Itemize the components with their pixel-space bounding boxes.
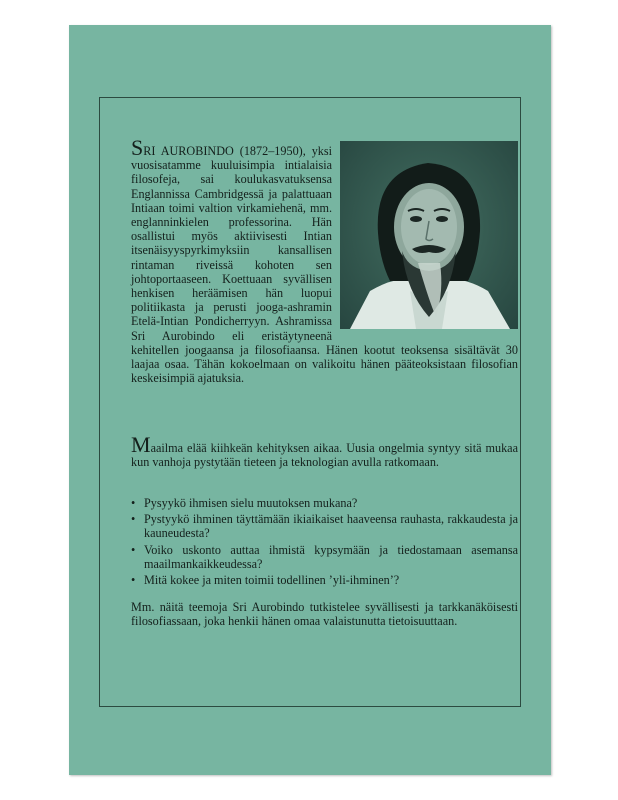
book-back-cover <box>69 25 551 775</box>
portrait-illustration <box>340 141 518 329</box>
author-portrait <box>340 141 518 329</box>
question-item: • Mitä kokee ja miten toimii todellinen ’yli-ihminen’? <box>131 573 518 587</box>
question-item: • Pystyykö ihminen täyttämään ikiaikaiset haaveensa rauhasta, rakkaudesta ja kauneudesta? <box>131 512 518 540</box>
intro-text: aailma elää kiihkeän kehityksen aikaa. Uusia ongelmia syntyy sitä mukaa kun vanhoja pystytään tieteen ja teknologian avulla ratkomaan. <box>131 441 518 470</box>
intro-dropcap: M <box>131 432 151 457</box>
question-item: • Pysyykö ihmisen sielu muutoksen mukana? <box>131 496 518 510</box>
question-list <box>131 496 518 589</box>
question-item: • Voiko uskonto auttaa ihmistä kypsymään ja tiedostamaan asemansa maailmankaikkeudessa? <box>131 543 518 571</box>
bio-dropcap: S <box>131 135 144 160</box>
cover-frame <box>99 97 521 707</box>
intro-paragraph <box>131 432 518 470</box>
bio-text: (1872–1950), yksi vuosisatamme kuuluisimpia intialaisia filosofeja, sai koulukasvatuksensa Englannissa Cambridgessä ja palattuaan Intiaan toimi valtion virkamiehenä, mm. englanninkielen professorina. Hän osallistui myös aktiivisesti Intian itsenäisyyspyrkimyksiin kansallisen rintaman riveissä kohoten sen johtoportaaseen. Koettuaan syvällisen henkisen heräämisen hän luopui politiikasta ja perusti jooga-ashramin Etelä-Intian Pondicherryyn. Ashramissa Sri Aurobindo eli eristäytyneenä kehitellen joogaansa ja filosofiaansa. Hänen kootut teoksensa sisältävät 30 laajaa osaa. Tähän kokoelmaan on valikoitu hänen pääteoksistaan filosofian keskeisimpiä ajatuksia. <box>131 144 518 386</box>
author-name: RI AUROBINDO <box>143 144 234 158</box>
author-bio <box>131 135 518 386</box>
closing-paragraph: Mm. näitä teemoja Sri Aurobindo tutkistelee syvällisesti ja tarkkanäköisesti filosofiassaan, joka henkii hänen omaa valaistunutta tietoisuuttaan. <box>131 600 518 629</box>
